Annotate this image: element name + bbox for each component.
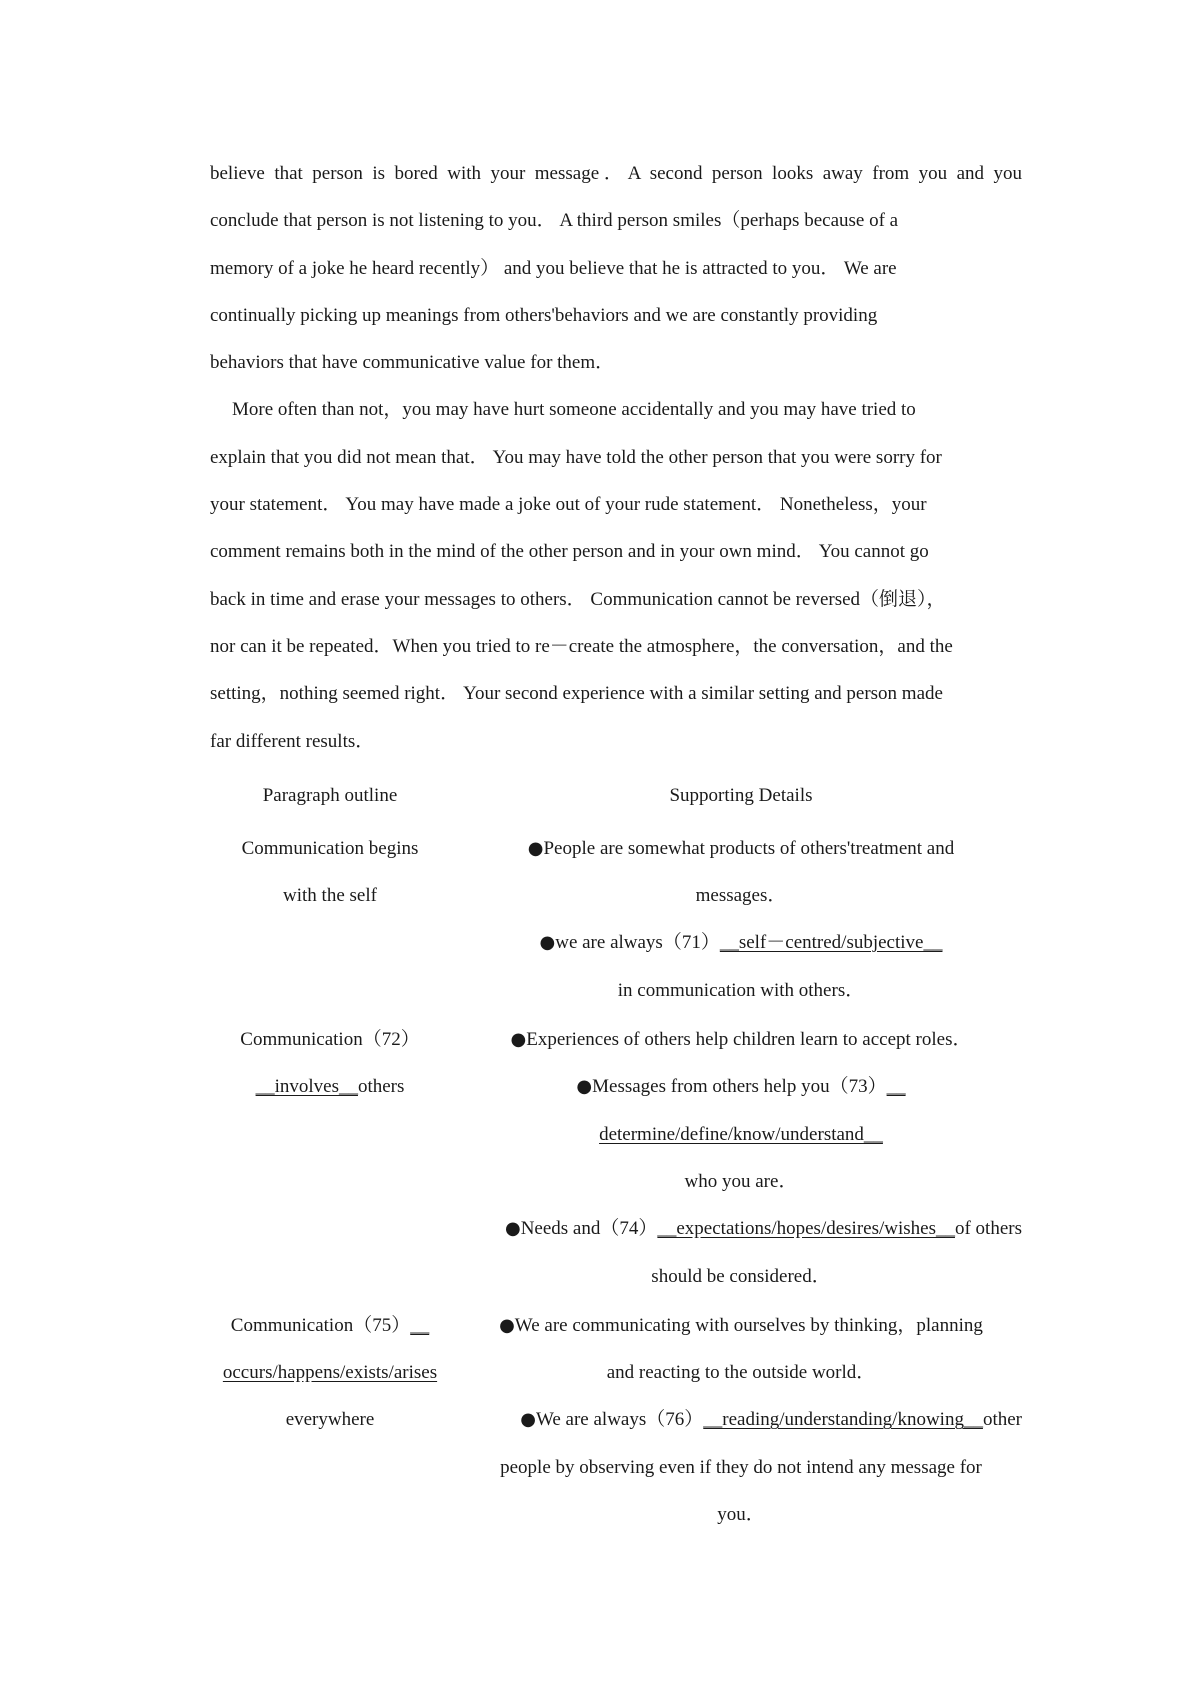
outline-text [210, 1349, 450, 1396]
detail-line [460, 1016, 1022, 1063]
detail-line: messages． [695, 885, 787, 907]
paragraph-line: comment remains both in the mind of the other person and in your own mind． You cannot go [210, 541, 929, 563]
detail-line [460, 1396, 1022, 1443]
outline-text: Communication begins [241, 837, 419, 859]
bullet-icon: ● [539, 932, 556, 954]
paragraph-line: your statement． You may have made a joke out of your rude statement． Nonetheless，your [210, 494, 927, 516]
outline-table [210, 771, 1022, 1538]
paragraph-line: far different results． [210, 730, 375, 752]
answer-73: determine/define/know/understand__ [599, 1123, 883, 1145]
outline-cell [210, 1016, 450, 1111]
bullet-icon: ● [510, 1029, 527, 1051]
detail-line: you． [717, 1504, 765, 1526]
table-row [210, 1302, 1022, 1538]
paragraph-line: nor can it be repeated．When you tried to re－create the atmosphere，the conversation，and the [210, 635, 953, 657]
detail-text: Experiences of others help children learn to accept roles． [526, 1029, 972, 1051]
outline-cell [210, 1302, 450, 1444]
outline-text: with the self [283, 885, 377, 907]
paragraph-line: setting，nothing seemed right． Your second experience with a similar setting and person made [210, 683, 943, 705]
detail-line: in communication with others． [617, 979, 865, 1001]
detail-line: who you are． [684, 1170, 798, 1192]
detail-text: other [982, 1409, 1022, 1431]
outline-text: everywhere [285, 1409, 375, 1431]
bullet-icon: ● [520, 1409, 536, 1431]
detail-line: and reacting to the outside world． [606, 1362, 876, 1384]
table-row [210, 825, 1022, 1014]
detail-line [460, 1063, 1022, 1110]
paragraph-line: memory of a joke he heard recently） and you believe that he is attracted to you． We are [210, 257, 897, 279]
header-supporting-details: Supporting Details [669, 784, 813, 806]
detail-line [460, 919, 1022, 966]
paragraph-line: behaviors that have communicative value for them． [210, 352, 615, 374]
detail-text: We are always（76） [535, 1409, 704, 1431]
answer-75: occurs/happens/exists/arises [222, 1362, 438, 1384]
paragraph-line: back in time and erase your messages to others． Communication cannot be reversed（倒退）， [210, 588, 946, 610]
answer-74: __expectations/hopes/desires/wishes__ [657, 1218, 955, 1240]
paragraph-line: continually picking up meanings from others'behaviors and we are constantly providing [210, 304, 878, 326]
outline-prefix: Communication（75） [230, 1314, 411, 1336]
outline-suffix: others [357, 1076, 405, 1098]
detail-line: people by observing even if they do not intend any message for [500, 1456, 982, 1478]
detail-text: Messages from others help you（73） [592, 1076, 887, 1098]
outline-text [210, 1302, 450, 1349]
outline-text [210, 1063, 450, 1110]
table-row [210, 1016, 1022, 1300]
paragraph-line: More often than not，you may have hurt someone accidentally and you may have tried to [232, 399, 916, 421]
detail-text: People are somewhat products of others'treatment and [543, 837, 955, 859]
blank-75: __ [410, 1314, 430, 1336]
bullet-icon: ● [499, 1314, 515, 1336]
detail-text: of others [954, 1218, 1022, 1240]
detail-line [460, 1111, 1022, 1158]
detail-line [460, 1205, 1022, 1252]
paragraph-line: conclude that person is not listening to you． A third person smiles（perhaps because of a [210, 210, 899, 232]
detail-line [460, 1302, 1022, 1349]
paragraph-2 [210, 386, 1022, 764]
detail-text: We are communicating with ourselves by thinking，planning [514, 1314, 983, 1336]
header-paragraph-outline: Paragraph outline [262, 784, 398, 806]
paragraph-1 [210, 150, 1022, 386]
details-cell [460, 825, 1022, 1014]
detail-line [460, 825, 1022, 872]
bullet-icon: ● [527, 837, 544, 859]
bullet-icon: ● [504, 1218, 521, 1240]
detail-text: Needs and（74） [520, 1218, 658, 1240]
table-header [210, 771, 1022, 821]
detail-line: should be considered． [651, 1265, 831, 1287]
document-page [210, 150, 1022, 1538]
details-cell [460, 1016, 1022, 1300]
detail-text: we are always（71） [555, 932, 720, 954]
answer-76: __reading/understanding/knowing__ [703, 1409, 983, 1431]
bullet-icon: ● [576, 1076, 593, 1098]
answer-72: __involves__ [255, 1076, 358, 1098]
blank-73: __ [886, 1076, 906, 1098]
outline-cell [210, 825, 450, 920]
paragraph-line: explain that you did not mean that． You may have told the other person that you were sorry for [210, 446, 942, 468]
details-cell [460, 1302, 1022, 1538]
answer-71: __self－centred/subjective__ [719, 932, 943, 954]
paragraph-line: believe that person is bored with your message．A second person looks away from you and you [210, 163, 1022, 184]
outline-text: Communication（72） [240, 1029, 420, 1051]
